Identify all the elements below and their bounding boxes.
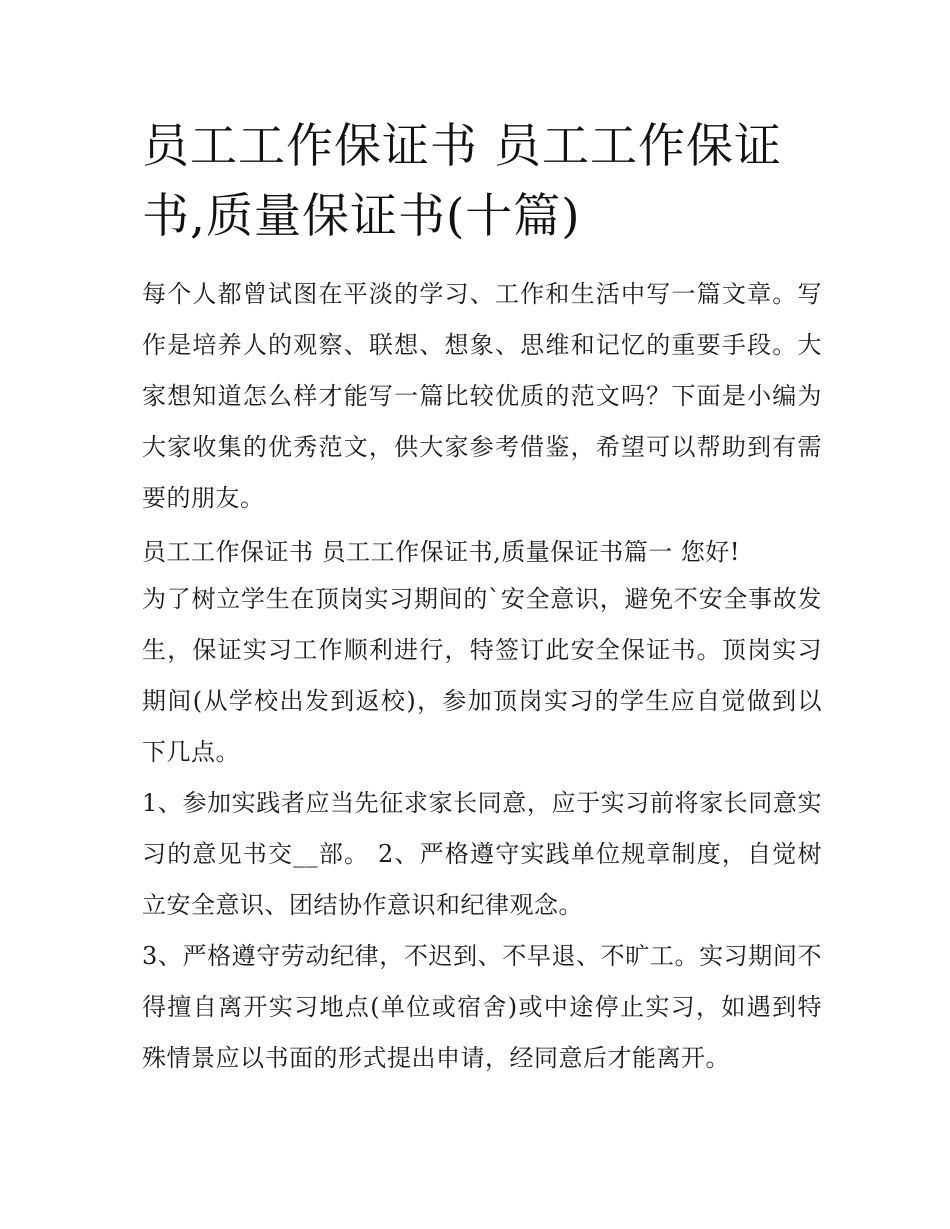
- body-paragraph: 1、参加实践者应当先征求家长同意，应于实习前将家长同意实习的意见书交__部。 2、严格遵守实践单位规章制度，自觉树立安全意识、团结协作意识和纪律观念。: [142, 789, 822, 919]
- body-paragraph: 3、严格遵守劳动纪律，不迟到、不早退、不旷工。实习期间不得擅自离开实习地点(单位或宿舍)或中途停止实习，如遇到特殊情景应以书面的形式提出申请，经同意后才能离开。: [142, 942, 822, 1072]
- body-paragraph: 为了树立学生在顶岗实习期间的`安全意识，避免不安全事故发生，保证实习工作顺利进行，特签订此安全保证书。顶岗实习期间(从学校出发到返校)，参加顶岗实习的学生应自觉做到以下几点。: [142, 585, 822, 766]
- document-page: [142, 112, 822, 1084]
- document-title: 员工工作保证书 员工工作保证书,质量保证书(十篇): [142, 119, 782, 244]
- section-heading-paragraph: 员工工作保证书 员工工作保证书,质量保证书篇一 您好!: [142, 538, 741, 566]
- intro-paragraph: 每个人都曾试图在平淡的学习、工作和生活中写一篇文章。写作是培养人的观察、联想、想象、思维和记忆的重要手段。大家想知道怎么样才能写一篇比较优质的范文吗？下面是小编为大家收集的优秀范文，供大家参考借鉴，希望可以帮助到有需要的朋友。: [142, 280, 822, 512]
